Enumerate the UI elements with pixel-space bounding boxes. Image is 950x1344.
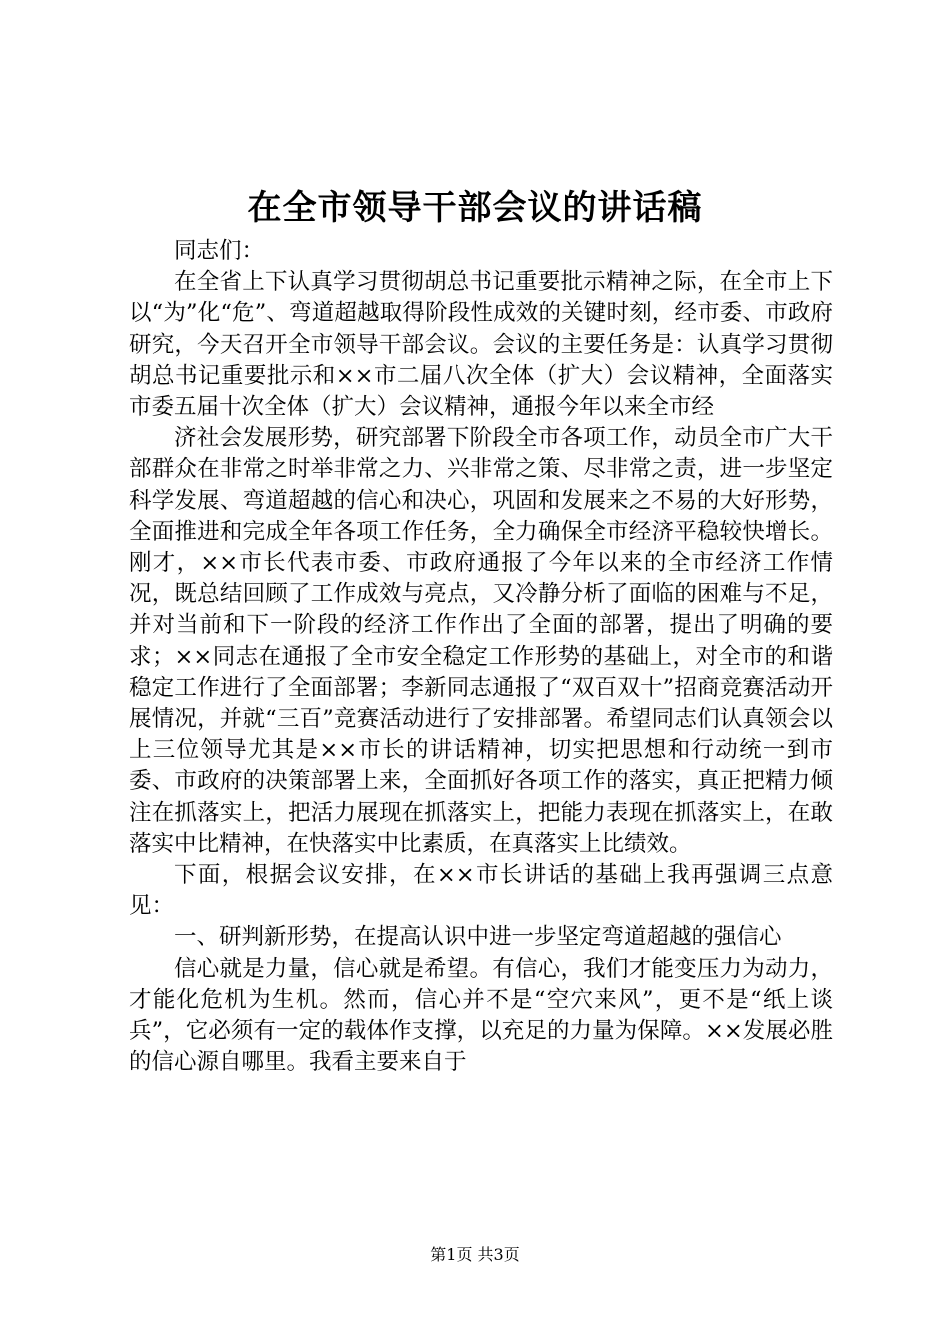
document-title: 在全市领导干部会议的讲话稿 [247,188,703,228]
paragraph: 在全省上下认真学习贯彻胡总书记重要批示精神之际，在全市上下以“为”化“危”、弯道超越取得阶段性成效的关键时刻，经市委、市政府研究，今天召开全市领导干部会议。会议的主要任务是：认真学习贯彻胡总书记重要批示和××市二届八次全体（扩大）会议精神，全面落实市委五届十次全体（扩大）会议精神，通报今年以来全市经 [129,269,833,421]
section-heading: 一、研判新形势，在提高认识中进一步坚定弯道超越的强信心 [174,924,782,951]
paragraph: 下面，根据会议安排，在××市长讲话的基础上我再强调三点意见： [129,862,833,920]
paragraph: 信心就是力量，信心就是希望。有信心，我们才能变压力为动力，才能化危机为生机。然而，信心并不是“空穴来风”，更不是“纸上谈兵”，它必须有一定的载体作支撑，以充足的力量为保障。××发展必胜的信心源自哪里。我看主要来自于 [129,955,833,1076]
paragraph: 济社会发展形势，研究部署下阶段全市各项工作，动员全市广大干部群众在非常之时举非常之力、兴非常之策、尽非常之责，进一步坚定科学发展、弯道超越的信心和决心，巩固和发展来之不易的大好形势，全面推进和完成全年各项工作任务，全力确保全市经济平稳较快增长。刚才，××市长代表市委、市政府通报了今年以来的全市经济工作情况，既总结回顾了工作成效与亮点，又冷静分析了面临的困难与不足，并对当前和下一阶段的经济工作作出了全面的部署，提出了明确的要求；××同志在通报了全市安全稳定工作形势的基础上，对全市的和谐稳定工作进行了全面部署；李新同志通报了“双百双十”招商竞赛活动开展情况，并就“三百”竞赛活动进行了安排部署。希望同志们认真领会以上三位领导尤其是××市长的讲话精神，切实把思想和行动统一到市委、市政府的决策部署上来，全面抓好各项工作的落实，真正把精力倾注在抓落实上，把活力展现在抓落实上，把能力表现在抓落实上，在敢落实中比精神，在快落实中比素质，在真落实上比绩效。 [129,425,833,857]
paragraph-greeting: 同志们： [174,238,265,264]
page-footer: 第1页 共3页 [430,1245,520,1264]
document-body [129,236,833,1078]
